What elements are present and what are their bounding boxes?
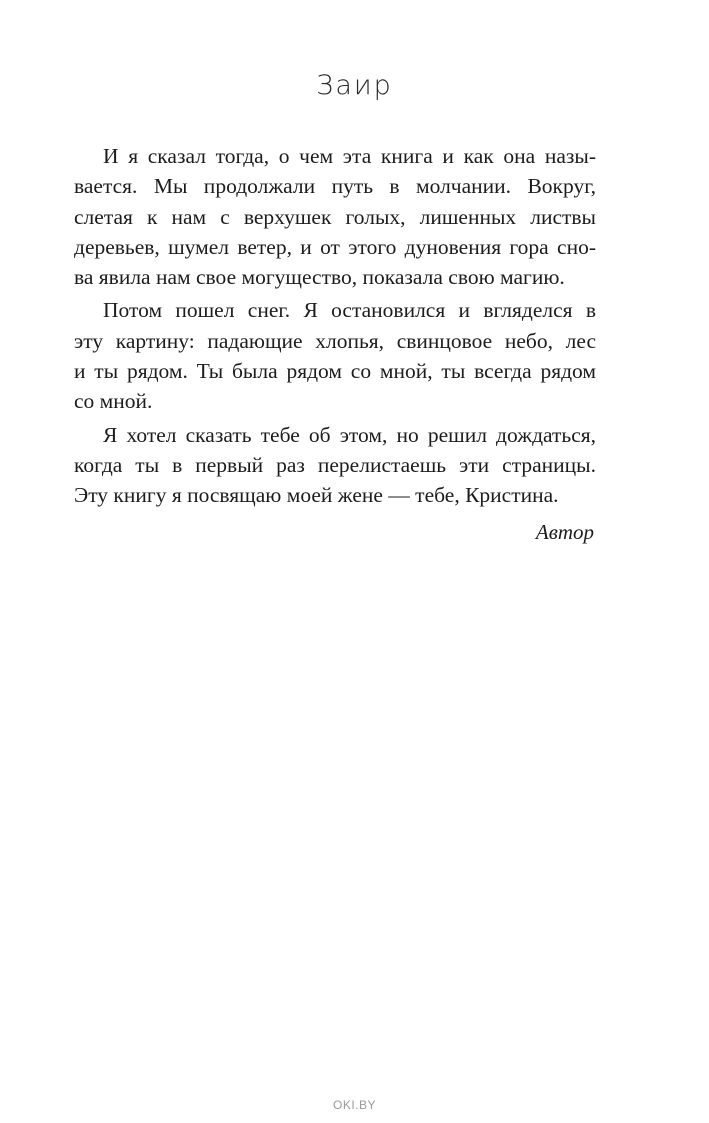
paragraph-3 bbox=[74, 420, 596, 511]
text-line: слетая к нам с верхушек голых, лишенных листвы bbox=[74, 204, 596, 229]
text-line: и ты рядом. Ты была рядом со мной, ты всегда рядом bbox=[74, 359, 596, 384]
text-line: деревьев, шумел ветер, и от этого дуновения гора сно- bbox=[74, 234, 596, 259]
text-line: И я сказал тогда, о чем эта книга и как она назы- bbox=[103, 144, 596, 168]
text-line: ва явила нам свое могущество, показала свою магию. bbox=[74, 265, 565, 290]
text-line: когда ты в первый раз перелистаешь эти страницы. bbox=[74, 452, 596, 477]
text-line: эту картину: падающие хлопья, свинцовое небо, лес bbox=[74, 328, 596, 353]
text-line: со мной. bbox=[74, 389, 153, 414]
text-line: Я хотел сказать тебе об этом, но решил дождаться, bbox=[103, 422, 596, 447]
paragraph-2 bbox=[74, 295, 596, 416]
text-line: Эту книгу я посвящаю моей жене — тебе, Кристина. bbox=[74, 483, 559, 508]
text-line: вается. Мы продолжали путь в молчании. Вокруг, bbox=[74, 174, 596, 199]
running-header: Заир bbox=[316, 70, 393, 101]
text-line: Потом пошел снег. Я остановился и вгляделся в bbox=[103, 298, 596, 323]
paragraph-1 bbox=[74, 141, 596, 292]
author-signature: Автор bbox=[535, 520, 594, 544]
body-text bbox=[74, 141, 596, 511]
watermark: OKI.BY bbox=[332, 1098, 376, 1112]
